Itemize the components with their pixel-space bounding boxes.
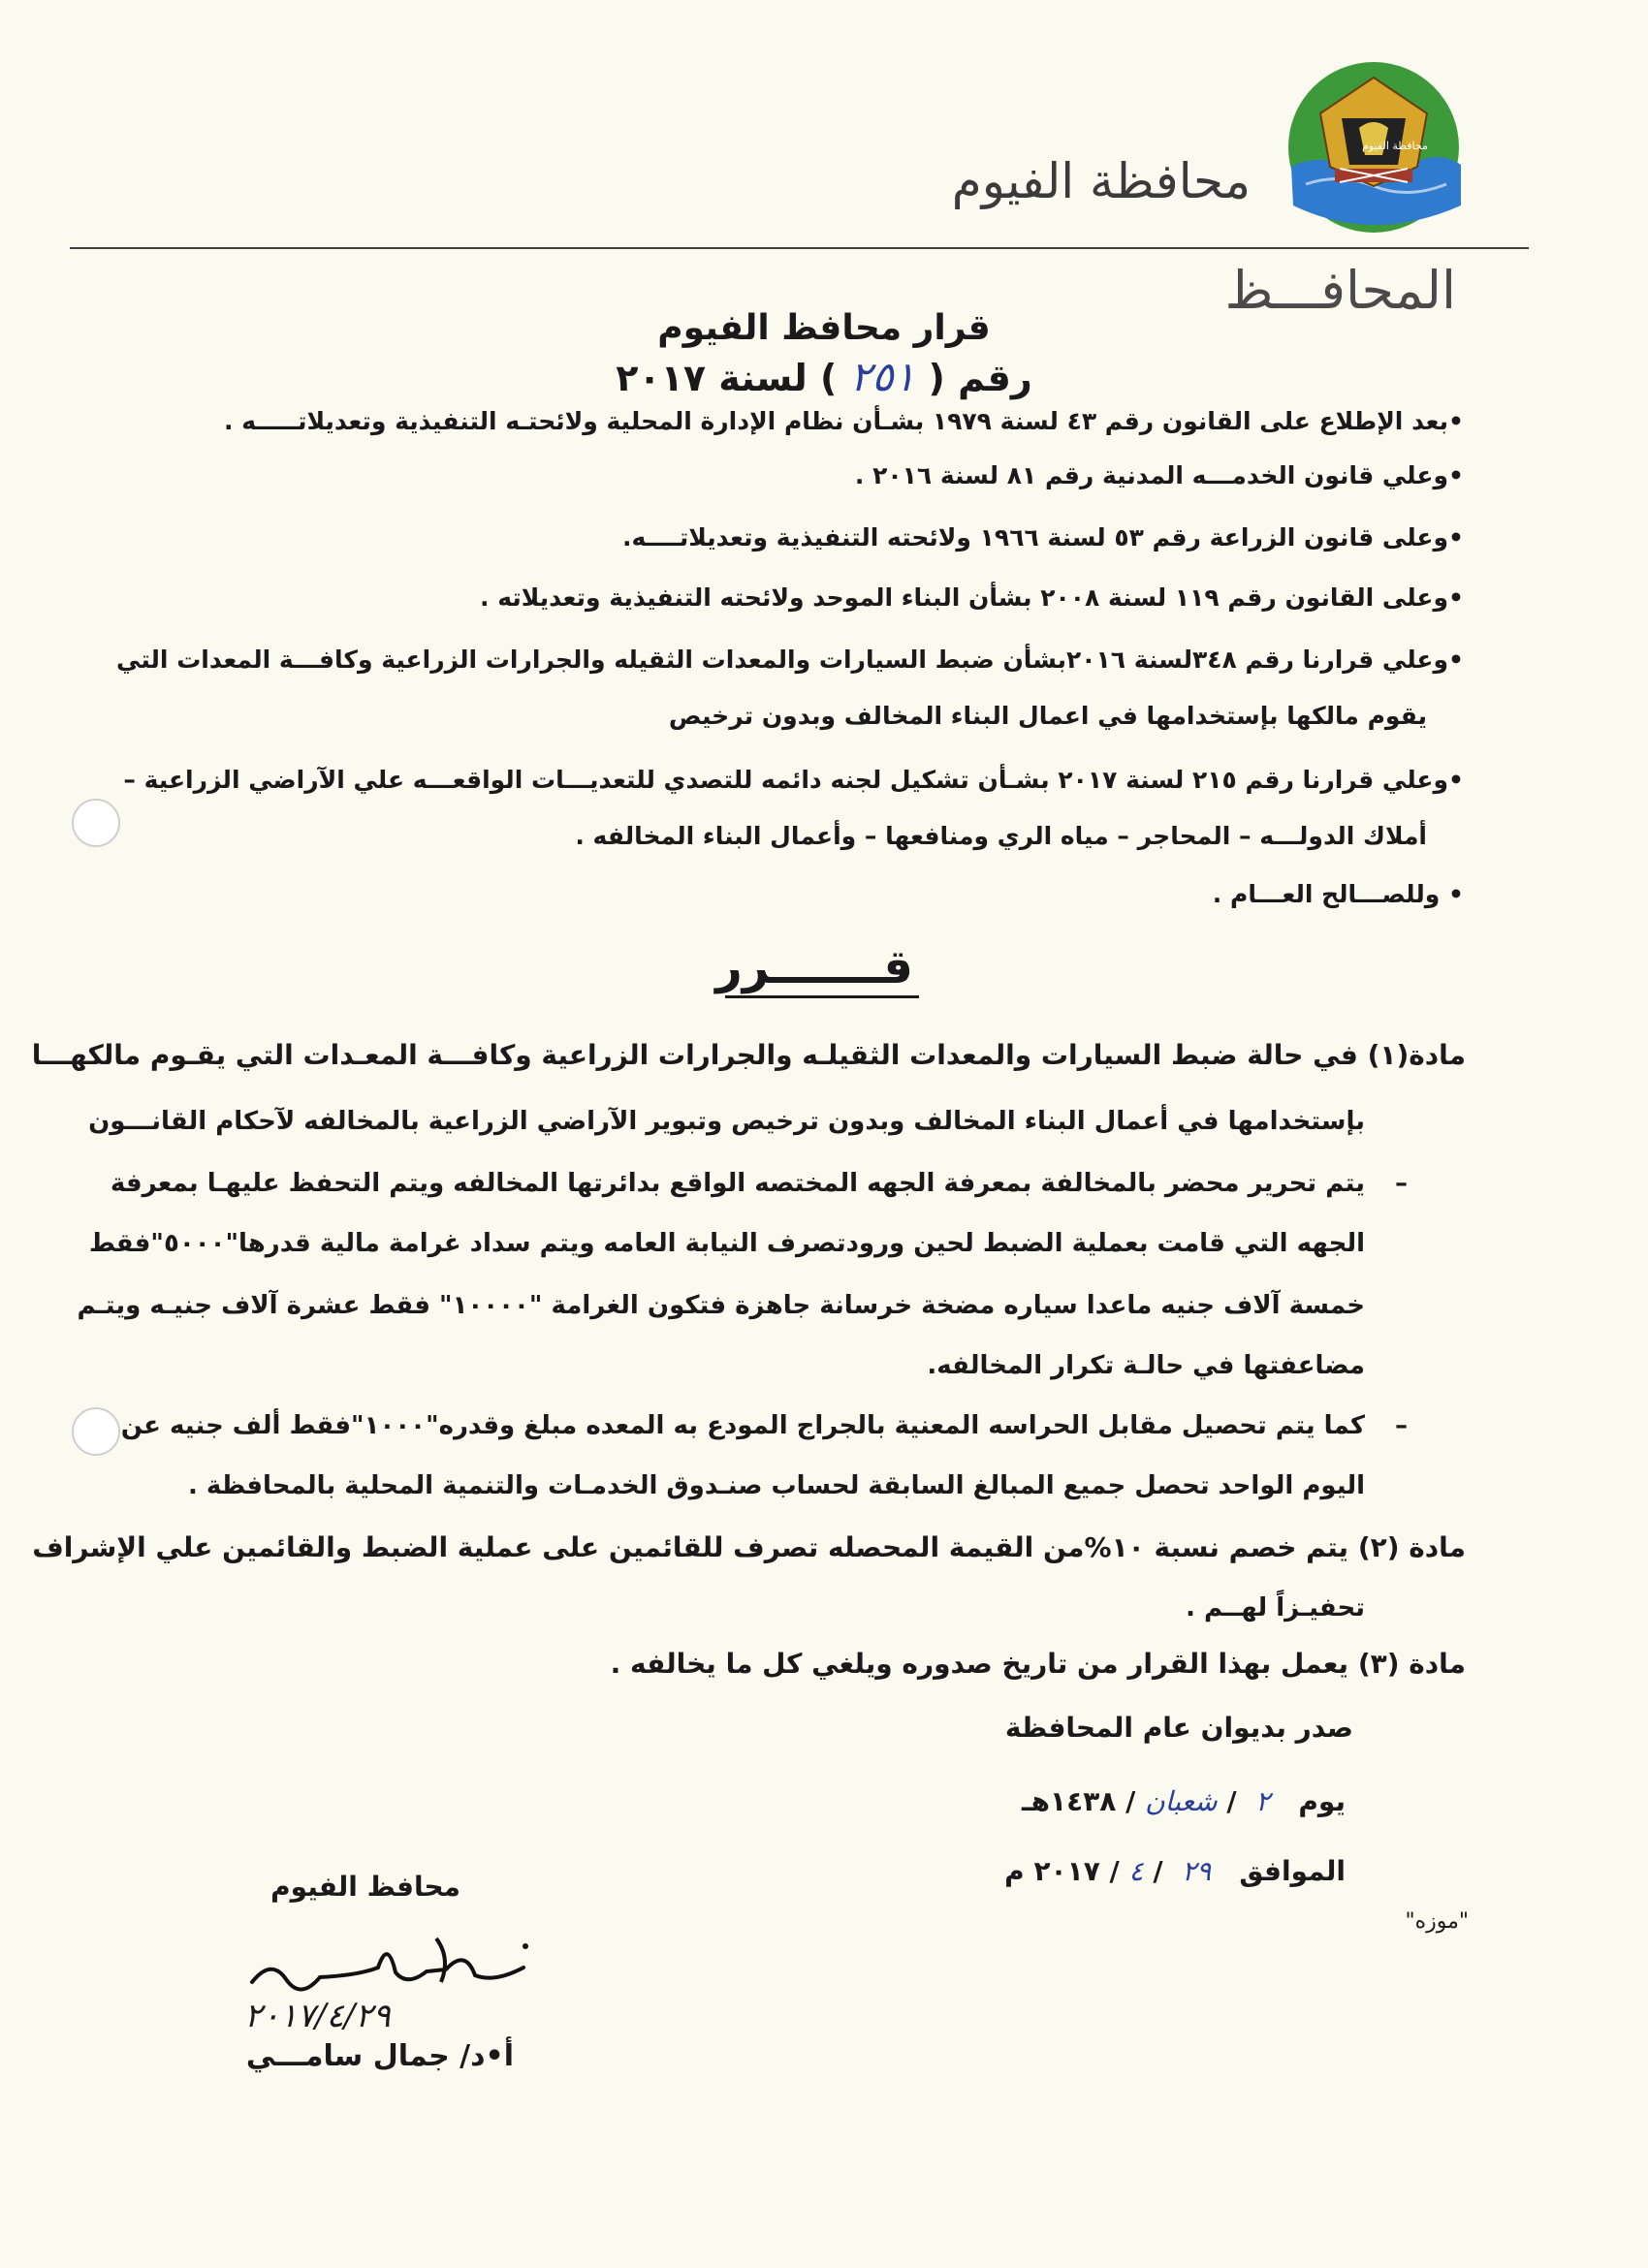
hijri-month: شعبان	[1145, 1785, 1218, 1817]
preamble-line: •وعلى قانون الزراعة رقم ٥٣ لسنة ١٩٦٦ ولائحته التنفيذية وتعديلاتــــه.	[622, 523, 1464, 551]
preamble-line: •وعلي قانون الخدمـــه المدنية رقم ٨١ لسنة ٢٠١٦ .	[854, 461, 1464, 489]
decision-number-suffix: ) لسنة ٢٠١٧	[616, 357, 838, 399]
issued-at: صدر بديوان عام المحافظة	[1004, 1712, 1353, 1744]
preamble-line: •وعلي قرارنا رقم ٣٤٨لسنة ٢٠١٦بشأن ضبط السيارات والمعدات الثقيله والجرارات الزراعية وكافـــة المعدات التي	[116, 646, 1464, 674]
signatory-title: محافظ الفيوم	[270, 1871, 460, 1903]
hijri-date: يوم ٢ / شعبان / ١٤٣٨هـ	[1022, 1785, 1346, 1817]
handwritten-signature	[242, 1929, 533, 2006]
governorate-name: محافظة الفيوم	[951, 153, 1251, 209]
decision-title: قرار محافظ الفيوم	[657, 308, 991, 348]
article-3-label: مادة (٣)	[1357, 1648, 1466, 1680]
gregorian-day: ٢٩	[1182, 1855, 1212, 1887]
hijri-day-label: يوم	[1298, 1785, 1346, 1817]
gregorian-label: الموافق	[1239, 1855, 1346, 1887]
preamble-line: أملاك الدولـــه – المحاجر – مياه الري ومنافعها – وأعمال البناء المخالفه .	[575, 822, 1427, 850]
article-2-line: تحفيـزاً لهــم .	[1186, 1593, 1365, 1622]
article-2-label: مادة (٢)	[1357, 1531, 1466, 1563]
hijri-day: ٢	[1255, 1785, 1271, 1817]
article-1-first-line	[32, 1039, 1466, 1071]
article-2-text: يتم خصم نسبة ١٠%من القيمة المحصله تصرف للقائمين على عملية الضبط والقائمين علي الإشراف	[32, 1531, 1349, 1563]
article-1-label: مادة(١)	[1367, 1039, 1466, 1071]
article-1-bullet-1-line: مضاعفتها في حالـة تكرار المخالفه.	[927, 1351, 1365, 1380]
office-heading: المحافـــظ	[1224, 260, 1456, 321]
article-1-bullet-1-line: خمسة آلاف جنيه ماعدا سياره مضخة خرسانة جاهزة فتكون الغرامة "١٠٠٠٠" فقط عشرة آلاف جنيـه ويتـم	[77, 1291, 1365, 1320]
article-3-line	[611, 1648, 1466, 1680]
emblem-text: محافظة الفيوم	[1362, 140, 1428, 152]
preamble-line: يقوم مالكها بإستخدامها في اعمال البناء المخالف وبدون ترخيص	[668, 702, 1427, 730]
article-3-text: يعمل بهذا القرار من تاريخ صدوره ويلغي كل ما يخالفه .	[610, 1648, 1349, 1680]
decided-heading: قـــــــرر	[715, 940, 913, 994]
article-1-bullet-1-line: الجهه التي قامت بعملية الضبط لحين ورودتصرف النيابة العامه ويتم سداد غرامة مالية قدرها"٥٠٠٠"فقط	[88, 1229, 1365, 1258]
article-1-bullet-1-line: يتم تحرير محضر بالمخالفة بمعرفة الجهه المختصه الواقع بدائرتها المخالفه ويتم التحفظ عليهـا بمعرفة	[110, 1169, 1365, 1198]
gregorian-month: ٤	[1128, 1855, 1144, 1887]
article-1-line: بإستخدامها في أعمال البناء المخالف وبدون ترخيص وتبوير الآراضي الزراعية بالمخالفه لآحكام القانـــون	[88, 1107, 1365, 1136]
typist-initials: "موزه"	[1405, 1909, 1469, 1934]
governorate-emblem-logo	[1282, 60, 1466, 235]
punch-hole	[72, 799, 120, 847]
decision-number-prefix: رقم (	[928, 357, 1032, 399]
punch-hole	[72, 1407, 120, 1456]
article-1-bullet-2-line: كما يتم تحصيل مقابل الحراسه المعنية بالجراج المودع به المعده مبلغ وقدره"١٠٠٠"فقط ألف جنيه عن	[120, 1411, 1365, 1440]
preamble-line: •وعلي قرارنا رقم ٢١٥ لسنة ٢٠١٧ بشـأن تشكيل لجنه دائمه للتصدي للتعديـــات الواقعـــه علي الآراضي الزراعية –	[123, 766, 1464, 794]
hijri-year: / ١٤٣٨هـ	[1022, 1785, 1136, 1817]
preamble-line: •بعد الإطلاع على القانون رقم ٤٣ لسنة ١٩٧٩ بشـأن نظام الإدارة المحلية ولائحتـه التنفيذية وتعديلاتـــــه .	[224, 407, 1464, 435]
signatory-name: أ•د/ جمال سامـــي	[245, 2039, 514, 2073]
article-2-first-line	[32, 1531, 1466, 1563]
preamble-line: • وللصـــالح العـــام .	[1212, 880, 1464, 908]
decision-number-value: ٢٥١	[849, 353, 916, 400]
bullet-dash: –	[1395, 1169, 1408, 1198]
header-divider	[70, 247, 1529, 249]
gregorian-date: الموافق ٢٩ / ٤ / ٢٠١٧ م	[1004, 1855, 1346, 1887]
gregorian-year: / ٢٠١٧ م	[1004, 1855, 1120, 1887]
decided-underline	[725, 995, 919, 998]
article-1-bullet-2-line: اليوم الواحد تحصل جميع المبالغ السابقة لحساب صنـدوق الخدمـات والتنمية المحلية بالمحافظة .	[187, 1471, 1365, 1500]
article-1-text: في حالة ضبط السيارات والمعدات الثقيلـه والجرارات الزراعية وكافـــة المعـدات التي يقـوم مالكهـــا	[31, 1039, 1358, 1071]
preamble-line: •وعلى القانون رقم ١١٩ لسنة ٢٠٠٨ بشأن البناء الموحد ولائحته التنفيذية وتعديلاته .	[480, 583, 1464, 612]
bullet-dash: –	[1395, 1411, 1408, 1440]
decision-number	[543, 353, 1105, 400]
signature-date: ٢٠١٧/٤/٢٩	[244, 1997, 391, 2035]
